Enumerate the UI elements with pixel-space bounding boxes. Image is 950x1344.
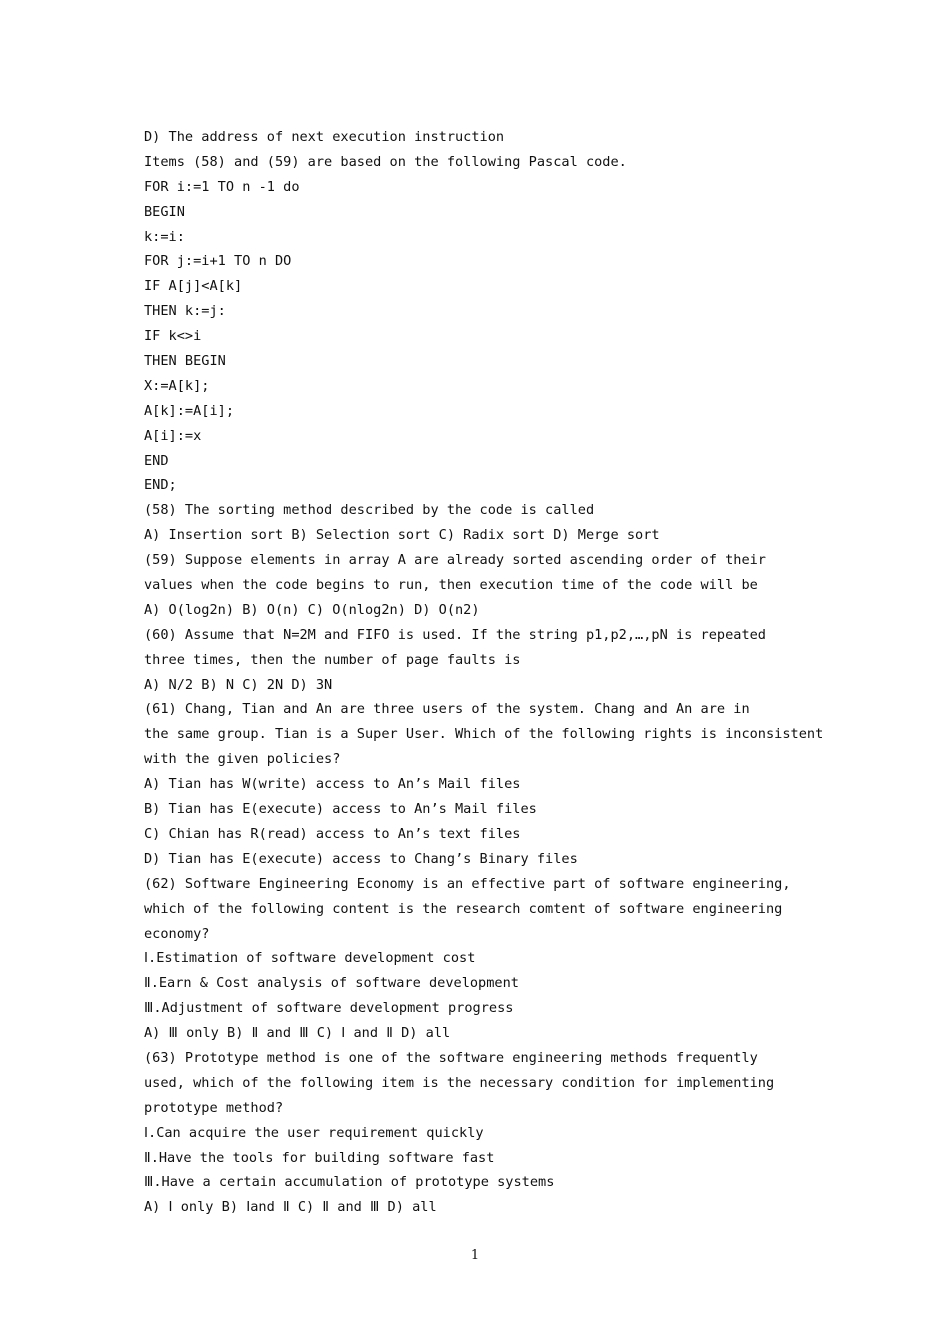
question-61-cont: the same group. Tian is a Super User. Which of the following rights is inconsistent	[144, 726, 824, 743]
code-line: A[i]:=x	[144, 427, 202, 444]
code-line: X:=A[k];	[144, 377, 210, 394]
code-line: END	[144, 452, 169, 469]
code-line: BEGIN	[144, 203, 185, 220]
statement-63-iii: Ⅲ.Have a certain accumulation of prototype systems	[144, 1174, 555, 1191]
question-61: (61) Chang, Tian and An are three users of the system. Chang and An are in	[144, 701, 750, 718]
question-61-cont: with the given policies?	[144, 751, 341, 768]
text-line: D) The address of next execution instruction	[144, 129, 505, 145]
question-59: (59) Suppose elements in array A are already sorted ascending order of their	[144, 552, 766, 569]
answer-option-61d: D) Tian has E(execute) access to Chang’s Binary files	[144, 850, 578, 867]
question-62: (62) Software Engineering Economy is an effective part of software engineering,	[144, 875, 791, 892]
statement-62-ii: Ⅱ.Earn & Cost analysis of software development	[144, 975, 519, 992]
answer-options-62: A) Ⅲ only B) Ⅱ and Ⅲ C) Ⅰ and Ⅱ D) all	[144, 1025, 451, 1042]
question-59-cont: values when the code begins to run, then execution time of the code will be	[144, 577, 758, 594]
question-62-cont: economy?	[144, 925, 210, 942]
answer-options-58: A) Insertion sort B) Selection sort C) Radix sort D) Merge sort	[144, 527, 660, 544]
code-line: FOR j:=i+1 TO n DO	[144, 253, 292, 270]
code-line: THEN k:=j:	[144, 303, 226, 320]
code-line: THEN BEGIN	[144, 353, 226, 370]
question-63: (63) Prototype method is one of the software engineering methods frequently	[144, 1049, 758, 1066]
page-number: 1	[470, 1248, 480, 1263]
code-line: END;	[144, 477, 177, 494]
statement-63-i: Ⅰ.Can acquire the user requirement quickly	[144, 1124, 484, 1141]
statement-63-ii: Ⅱ.Have the tools for building software fast	[144, 1149, 495, 1166]
document-body	[144, 125, 834, 1220]
code-line: IF k<>i	[144, 328, 202, 345]
question-60-cont: three times, then the number of page faults is	[144, 651, 521, 668]
question-58: (58) The sorting method described by the code is called	[144, 502, 595, 519]
code-line: IF A[j]<A[k]	[144, 278, 243, 295]
answer-options-59: A) O(log2n) B) O(n) C) O(nlog2n) D) O(n2)	[144, 601, 480, 618]
code-line: A[k]:=A[i];	[144, 402, 235, 419]
text-line: Items (58) and (59) are based on the following Pascal code.	[144, 153, 627, 170]
question-63-cont: used, which of the following item is the necessary condition for implementing	[144, 1074, 775, 1091]
answer-option-61c: C) Chian has R(read) access to An’s text files	[144, 825, 521, 842]
code-line: FOR i:=1 TO n -1 do	[144, 178, 300, 195]
question-62-cont: which of the following content is the research comtent of software engineering	[144, 900, 783, 917]
answer-options-63: A) Ⅰ only B) Ⅰand Ⅱ C) Ⅱ and Ⅲ D) all	[144, 1199, 437, 1216]
code-line: k:=i:	[144, 228, 185, 245]
answer-option-61a: A) Tian has W(write) access to An’s Mail files	[144, 776, 521, 793]
statement-62-i: Ⅰ.Estimation of software development cost	[144, 950, 476, 967]
statement-62-iii: Ⅲ.Adjustment of software development progress	[144, 1000, 514, 1017]
answer-option-61b: B) Tian has E(execute) access to An’s Mail files	[144, 801, 537, 818]
question-63-cont: prototype method?	[144, 1099, 284, 1116]
question-60: (60) Assume that N=2M and FIFO is used. If the string p1,p2,…,pN is repeated	[144, 626, 766, 643]
answer-options-60: A) N/2 B) N C) 2N D) 3N	[144, 676, 333, 693]
